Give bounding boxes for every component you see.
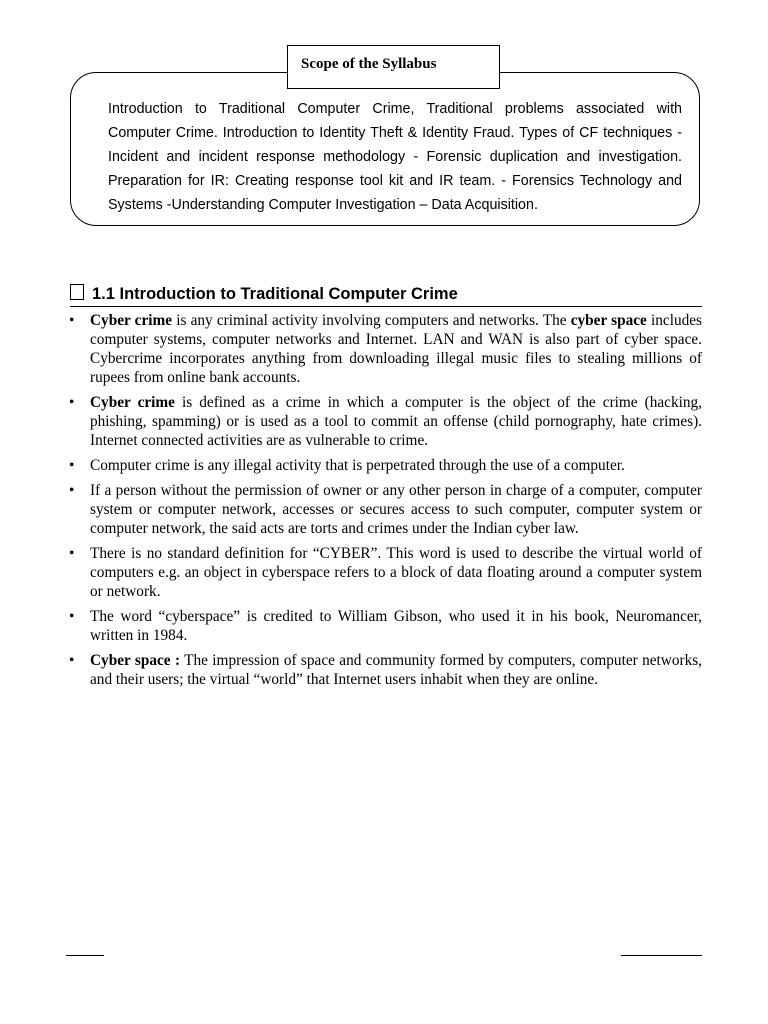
bullet-dot-icon: • [69,545,75,562]
list-item [64,456,702,475]
list-item [64,481,702,538]
bullet-text: The impression of space and community formed by computers, computer networks, and their users; the virtual “world” that Internet users inhabit when they are online. [90,652,702,688]
list-item [64,651,702,689]
bullet-dot-icon: • [69,652,75,669]
footer-rule-right [621,955,702,956]
bullet-text: If a person without the permission of owner or any other person in charge of a computer, computer system or computer network, accesses or secures access to such computer, computer system or computer network, the said acts are torts and crimes under the Indian cyber law. [90,482,702,537]
list-item [64,544,702,601]
term-cyber-crime: Cyber crime [90,312,173,329]
list-item [64,607,702,645]
bullet-dot-icon: • [69,608,75,625]
heading-box-icon [70,284,84,300]
section-heading-text: 1.1 Introduction to Traditional Computer Crime [92,285,458,303]
footer-rule-left [66,955,104,956]
bullet-list [64,311,702,695]
bullet-text: includes computer systems, computer networks and Internet. LAN and WAN is also part of cyber space. Cybercrime incorporates anything from downloading illegal music files to stealing millions of rupees from online bank accounts. [90,312,702,386]
bullet-text: is any criminal activity involving computers and networks. The [172,312,571,329]
bullet-dot-icon: • [69,457,75,474]
bullet-text: is defined as a crime in which a computer is the object of the crime (hacking, phishing, spamming) or is used as a tool to commit an offense (child pornography, hate crimes). Internet connected activities are as vulnerable to crime. [90,394,702,449]
bullet-text: Computer crime is any illegal activity that is perpetrated through the use of a computer. [90,457,625,474]
list-item [64,311,702,387]
list-item [64,393,702,450]
term-cyber-crime: Cyber crime [90,394,175,411]
bullet-text: There is no standard definition for “CYBER”. This word is used to describe the virtual world of computers e.g. an object in cyberspace refers to a block of data floating around a computer system or network. [90,545,702,600]
bullet-dot-icon: • [69,312,75,329]
bullet-text: The word “cyberspace” is credited to William Gibson, who used it in his book, Neuromancer, written in 1984. [90,608,702,644]
syllabus-title: Scope of the Syllabus [301,56,437,72]
bullet-dot-icon: • [69,394,75,411]
bullet-dot-icon: • [69,482,75,499]
term-cyber-space: cyber space [570,312,647,329]
term-cyber-space: Cyber space : [90,652,181,669]
section-heading [70,284,702,307]
syllabus-text: Introduction to Traditional Computer Crime, Traditional problems associated with Computer Crime. Introduction to Identity Theft & Identity Fraud. Types of CF techniques - Incident and incident response methodology - Forensic duplication and investigation. Preparation for IR: Creating response tool kit and IR team. - Forensics Technology and Systems -Understanding Computer Investigation – Data Acquisition. [108,101,682,213]
